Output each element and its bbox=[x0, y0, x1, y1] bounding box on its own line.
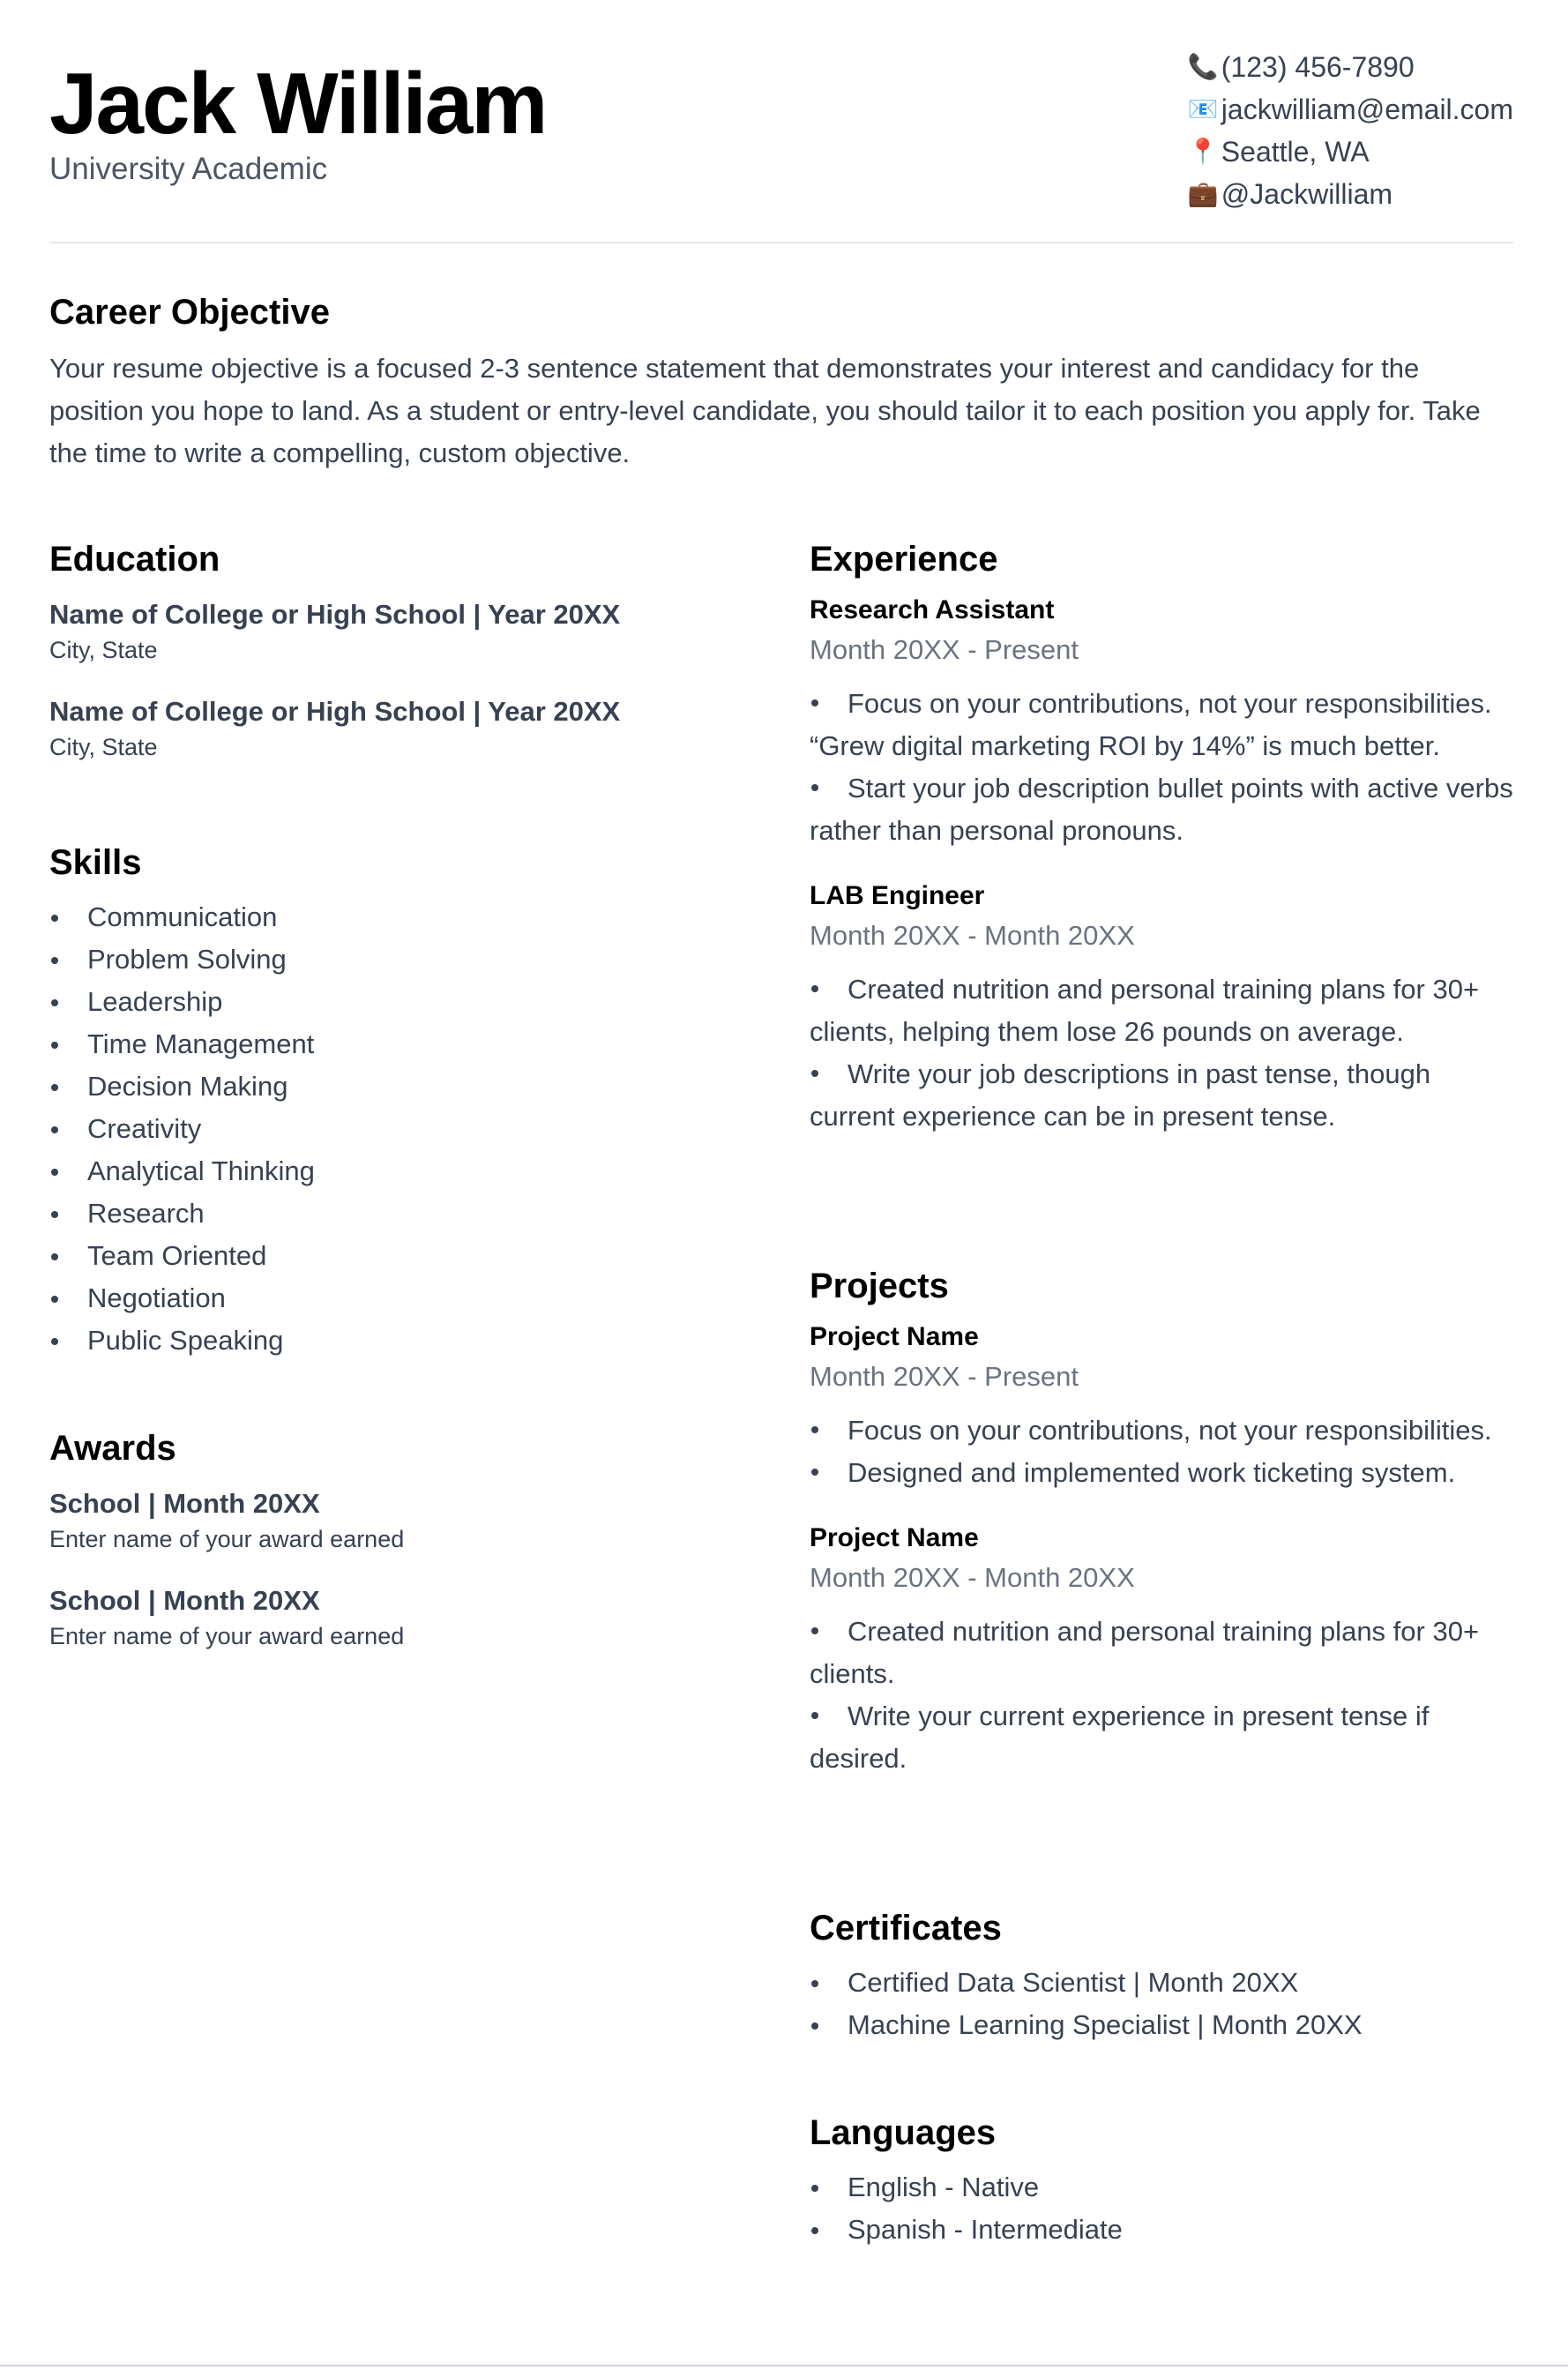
awards-section bbox=[49, 1427, 755, 1653]
education-item-location: City, State bbox=[49, 734, 158, 760]
page-bottom-divider bbox=[0, 2365, 1568, 2366]
person-title: University Academic bbox=[49, 152, 328, 186]
skill-item: Negotiation bbox=[49, 1277, 755, 1320]
award-item-desc: Enter name of your award earned bbox=[49, 1526, 405, 1552]
experience-bullet bbox=[810, 1053, 1515, 1138]
location-pin-icon: 📍 bbox=[1187, 138, 1219, 165]
project-bullet-text: Write your current experience in present tense if desired. bbox=[810, 1701, 1430, 1774]
experience-section bbox=[810, 538, 1515, 1138]
education-item bbox=[49, 693, 755, 764]
experience-bullets bbox=[810, 683, 1515, 852]
certificates-section bbox=[810, 1907, 1515, 2046]
project-item bbox=[810, 1519, 1515, 1780]
experience-item bbox=[810, 877, 1515, 1138]
skill-item: Time Management bbox=[49, 1023, 755, 1065]
project-bullet-text: Designed and implemented work ticketing system. bbox=[847, 1457, 1456, 1488]
contact-handle-text: @Jackwilliam bbox=[1221, 178, 1393, 210]
project-bullet-text: Focus on your contributions, not your responsibilities. bbox=[847, 1415, 1492, 1446]
experience-heading: Experience bbox=[810, 540, 998, 579]
email-icon: 📧 bbox=[1187, 95, 1219, 123]
bullet-dot bbox=[811, 699, 818, 707]
project-bullet bbox=[810, 1611, 1515, 1695]
contact-list bbox=[1188, 46, 1513, 215]
projects-heading: Projects bbox=[810, 1267, 949, 1305]
project-bullet bbox=[810, 1409, 1515, 1452]
project-bullet-text: Created nutrition and personal training plans for 30+ clients. bbox=[810, 1616, 1480, 1689]
project-item-date: Month 20XX - Month 20XX bbox=[810, 1562, 1135, 1593]
experience-item-date: Month 20XX - Present bbox=[810, 634, 1079, 665]
experience-item-date: Month 20XX - Month 20XX bbox=[810, 920, 1135, 951]
objective-text: Your resume objective is a focused 2-3 sentence statement that demonstrates your interest and candidacy for the position you hope to land. As a student or entry-level candidate, you should tailor it to each position you apply for. Take the time to write a compelling, custom objective. bbox=[49, 353, 1481, 468]
resume-page bbox=[49, 0, 1513, 2364]
skill-item: Public Speaking bbox=[49, 1320, 755, 1362]
bullet-dot bbox=[811, 1426, 818, 1433]
skill-item: Problem Solving bbox=[49, 938, 755, 981]
contact-phone-text: (123) 456-7890 bbox=[1221, 51, 1415, 83]
experience-item-title: Research Assistant bbox=[810, 595, 1055, 624]
education-item-location: City, State bbox=[49, 637, 158, 663]
award-item-title: School | Month 20XX bbox=[49, 1585, 320, 1616]
award-item-desc: Enter name of your award earned bbox=[49, 1623, 405, 1649]
contact-phone bbox=[1188, 46, 1513, 88]
experience-bullets bbox=[810, 968, 1515, 1138]
contact-email-text: jackwilliam@email.com bbox=[1221, 93, 1513, 125]
language-item: Spanish - Intermediate bbox=[810, 2209, 1515, 2251]
experience-bullet-text: Focus on your contributions, not your responsibilities. “Grew digital marketing ROI by 14%” is much better. bbox=[810, 688, 1492, 761]
contact-location-text: Seattle, WA bbox=[1221, 136, 1370, 168]
contact-email bbox=[1188, 88, 1513, 131]
skills-section bbox=[49, 841, 755, 1362]
skill-item: Creativity bbox=[49, 1108, 755, 1150]
objective-heading: Career Objective bbox=[49, 293, 330, 332]
skill-item: Leadership bbox=[49, 981, 755, 1023]
certificates-list bbox=[810, 1962, 1515, 2046]
certificates-heading: Certificates bbox=[810, 1909, 1002, 1948]
project-bullet bbox=[810, 1695, 1515, 1780]
skill-item: Research bbox=[49, 1192, 755, 1235]
skill-item: Decision Making bbox=[49, 1065, 755, 1108]
award-item bbox=[49, 1485, 755, 1556]
bullet-dot bbox=[811, 784, 818, 791]
languages-heading: Languages bbox=[810, 2113, 997, 2152]
experience-bullet bbox=[810, 683, 1515, 767]
project-item-date: Month 20XX - Present bbox=[810, 1361, 1079, 1392]
award-item-title: School | Month 20XX bbox=[49, 1488, 320, 1519]
skill-item: Team Oriented bbox=[49, 1235, 755, 1277]
education-heading: Education bbox=[49, 540, 220, 579]
award-item bbox=[49, 1582, 755, 1653]
certificate-item: Machine Learning Specialist | Month 20XX bbox=[810, 2004, 1515, 2046]
skills-heading: Skills bbox=[49, 843, 142, 882]
briefcase-icon: 💼 bbox=[1187, 180, 1219, 207]
contact-location bbox=[1188, 131, 1513, 173]
language-item: English - Native bbox=[810, 2166, 1515, 2209]
resume-header bbox=[49, 0, 1513, 243]
awards-heading: Awards bbox=[49, 1429, 176, 1468]
bullet-dot bbox=[811, 1712, 818, 1719]
projects-section bbox=[810, 1265, 1515, 1780]
bullet-dot bbox=[811, 1469, 818, 1476]
contact-handle bbox=[1188, 173, 1513, 215]
experience-bullet-text: Write your job descriptions in past tense, though current experience can be in present tense. bbox=[810, 1058, 1431, 1132]
education-item-title: Name of College or High School | Year 20XX bbox=[49, 696, 621, 727]
project-bullet bbox=[810, 1452, 1515, 1494]
skills-list bbox=[49, 896, 755, 1362]
skill-item: Analytical Thinking bbox=[49, 1150, 755, 1192]
experience-bullet bbox=[810, 968, 1515, 1053]
experience-bullet-text: Created nutrition and personal training plans for 30+ clients, helping them lose 26 pounds on average. bbox=[810, 974, 1480, 1047]
bullet-dot bbox=[811, 1070, 818, 1077]
bullet-dot bbox=[811, 985, 818, 992]
project-item bbox=[810, 1318, 1515, 1494]
education-item-title: Name of College or High School | Year 20XX bbox=[49, 599, 621, 630]
project-item-title: Project Name bbox=[810, 1322, 979, 1351]
skill-item: Communication bbox=[49, 896, 755, 938]
phone-icon: 📞 bbox=[1187, 53, 1219, 80]
experience-bullet bbox=[810, 767, 1515, 852]
education-item bbox=[49, 596, 755, 667]
languages-section bbox=[810, 2112, 1515, 2251]
project-bullets bbox=[810, 1409, 1515, 1494]
person-name: Jack William bbox=[49, 55, 547, 152]
project-bullets bbox=[810, 1611, 1515, 1780]
objective-section bbox=[49, 291, 1513, 475]
experience-bullet-text: Start your job description bullet points with active verbs rather than personal pronouns. bbox=[810, 773, 1513, 846]
project-item-title: Project Name bbox=[810, 1523, 979, 1552]
education-section bbox=[49, 538, 755, 764]
experience-item bbox=[810, 591, 1515, 852]
bullet-dot bbox=[811, 1627, 818, 1634]
languages-list bbox=[810, 2166, 1515, 2251]
experience-item-title: LAB Engineer bbox=[810, 881, 985, 910]
certificate-item: Certified Data Scientist | Month 20XX bbox=[810, 1962, 1515, 2004]
